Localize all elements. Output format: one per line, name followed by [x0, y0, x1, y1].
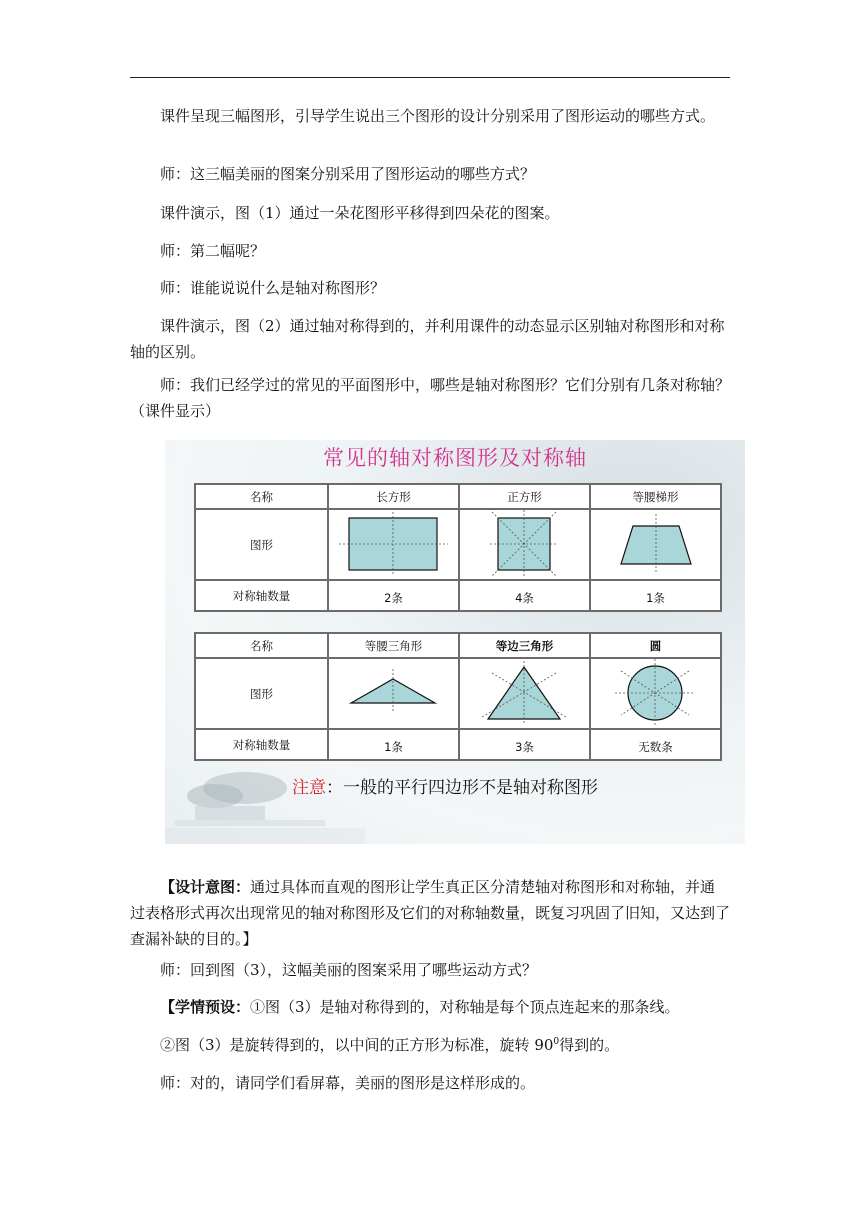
count-rectangle: 2条: [328, 580, 459, 611]
paragraph-9: 师：回到图（3），这幅美丽的图案采用了哪些运动方式？: [160, 961, 538, 979]
note-warning-label: 注意: [292, 778, 326, 798]
note-text: ：一般的平行四边形不是轴对称图形: [326, 778, 598, 798]
count-row-label: 对称轴数量: [195, 580, 328, 611]
count-circle: 无数条: [590, 729, 721, 760]
count-row-label-2: 对称轴数量: [195, 729, 328, 760]
paragraph-1: 课件呈现三幅图形，引导学生说出三个图形的设计分别采用了图形运动的哪些方式。: [160, 107, 716, 125]
count-trapezoid: 1条: [590, 580, 721, 611]
rectangle-shape: [328, 509, 459, 580]
paragraph-2: 师：这三幅美丽的图案分别采用了图形运动的哪些方式？: [160, 165, 536, 183]
equilateral-triangle-shape: [459, 658, 590, 729]
paragraph-5: 师：谁能说说什么是轴对称图形？: [160, 279, 386, 297]
learning-preset-text: ①图（3）是轴对称得到的，对称轴是每个顶点连起来的那条线。: [250, 998, 680, 1016]
paragraph-11: [130, 1032, 730, 1058]
square-shape: [459, 509, 590, 580]
header-name-label-2: 名称: [195, 633, 328, 658]
symmetry-figure: [165, 440, 745, 844]
learning-preset-label: 【学情预设：: [160, 998, 251, 1016]
paragraph-11-end: 得到的。: [559, 1036, 620, 1054]
header-rule: [130, 77, 730, 78]
circle-shape: [590, 658, 721, 729]
design-intent-label: 【设计意图：: [160, 878, 251, 896]
header-name-label: 名称: [195, 484, 328, 509]
paragraph-8: [130, 874, 730, 952]
shape-name-circle: 圆: [590, 633, 721, 658]
symmetry-table-2: [194, 632, 722, 761]
design-intent-text: 通过具体而直观的图形让学生真正区分清楚轴对称图形和对称轴，并通过表格形式再次出现常见的轴对称图形及它们的对称轴数量，既复习巩固了旧知，又达到了查漏补缺的目的。】: [130, 878, 731, 948]
paragraph-7: 师：我们已经学过的常见的平面图形中，哪些是轴对称图形？它们分别有几条对称轴？（课件显示）: [130, 376, 731, 420]
paragraph-10: [130, 994, 730, 1020]
shape-row-label: 图形: [195, 509, 328, 580]
paragraph-12: 师：对的，请同学们看屏幕，美丽的图形是这样形成的。: [160, 1074, 536, 1092]
shape-name-rectangle: 长方形: [328, 484, 459, 509]
paragraph-4: 师：第二幅呢？: [160, 242, 266, 260]
shape-row-label-2: 图形: [195, 658, 328, 729]
scenery-decoration: [165, 758, 365, 844]
trapezoid-shape: [590, 509, 721, 580]
paragraph-6: 课件演示，图（2）通过轴对称得到的，并利用课件的动态显示区别轴对称图形和对称轴的区别。: [130, 317, 725, 361]
symmetry-table-1: [194, 483, 722, 612]
count-isosceles-triangle: 1条: [328, 729, 459, 760]
shape-name-square: 正方形: [459, 484, 590, 509]
paragraph-11-text: ②图（3）是旋转得到的，以中间的正方形为标准，旋转 90: [160, 1036, 554, 1054]
count-square: 4条: [459, 580, 590, 611]
figure-note: [292, 773, 598, 798]
degree-superscript: 0: [553, 1037, 560, 1047]
isosceles-triangle-shape: [328, 658, 459, 729]
figure-title: 常见的轴对称图形及对称轴: [323, 446, 587, 470]
shape-name-equilateral-triangle: 等边三角形: [459, 633, 590, 658]
shape-name-trapezoid: 等腰梯形: [590, 484, 721, 509]
paragraph-3: 课件演示，图（1）通过一朵花图形平移得到四朵花的图案。: [160, 204, 560, 222]
count-equilateral-triangle: 3条: [459, 729, 590, 760]
shape-name-isosceles-triangle: 等腰三角形: [328, 633, 459, 658]
